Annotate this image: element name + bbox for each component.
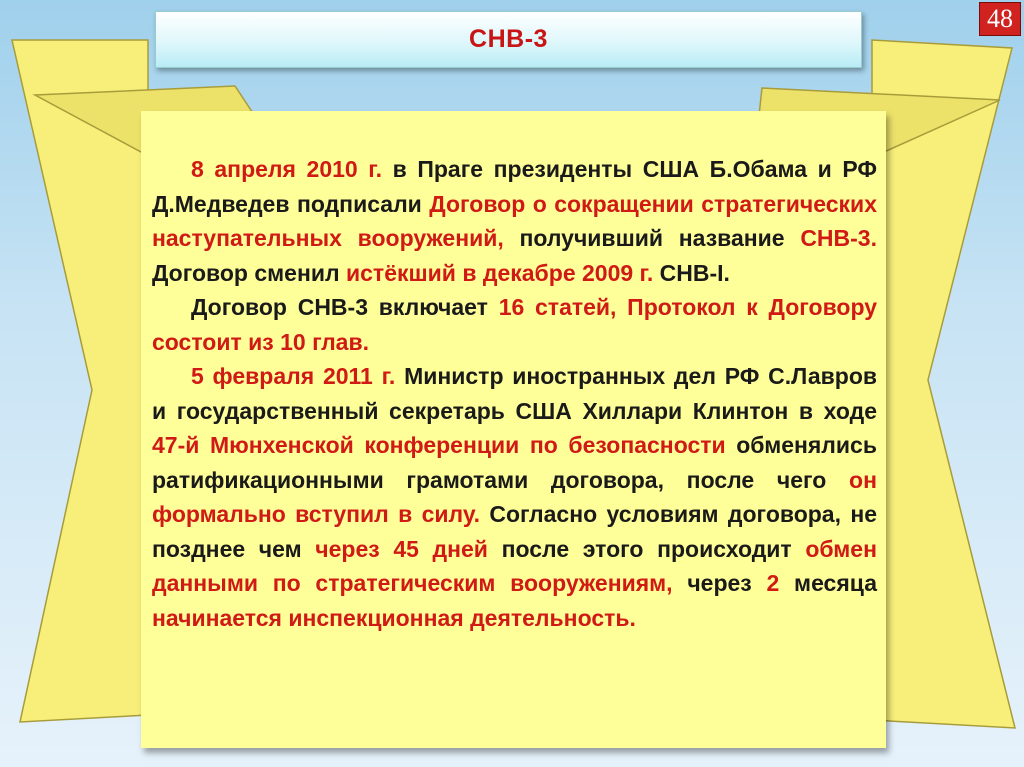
page-number-badge — [979, 2, 1021, 36]
slide-title: СНВ-3 — [469, 25, 548, 53]
text-fragment: после этого происходит — [487, 535, 806, 562]
text-fragment: обмен данными по стратегическим вооружениям, — [152, 535, 877, 596]
text-fragment: Договор сменил — [152, 259, 346, 286]
text-fragment: начинается инспекционная деятельность. — [152, 604, 636, 631]
paragraph-treaty-signing — [152, 152, 877, 290]
text-fragment: СНВ-3. — [800, 225, 877, 251]
text-fragment: 16 статей, Протокол к Договору состоит из 10 глав. — [152, 294, 877, 355]
text-fragment: 47-й Мюнхенской конференции по безопасности — [152, 432, 726, 458]
page-number: 48 — [987, 4, 1013, 33]
text-fragment: СНВ-I. — [653, 259, 730, 286]
text-fragment: получивший название — [503, 225, 801, 251]
text-fragment: через 45 дней — [315, 535, 488, 562]
text-fragment: Договор СНВ-3 включает — [191, 294, 499, 320]
text-fragment: он формально вступил в силу. — [152, 466, 877, 527]
paragraph-treaty-structure — [152, 290, 877, 359]
text-fragment: Министр иностранных дел РФ С.Лавров и государственный секретарь США Хиллари Клинтон в ходе — [152, 363, 878, 424]
paragraph-ratification — [152, 359, 877, 635]
title-banner — [155, 11, 862, 68]
text-fragment: Согласно условиям договора, не позднее чем — [152, 501, 878, 562]
text-fragment: 2 — [766, 570, 780, 596]
text-fragment: 5 февраля 2011 г. — [191, 363, 396, 389]
text-fragment: обменялись ратификационными грамотами договора, после чего — [152, 432, 877, 493]
text-fragment: истёкший в декабре 2009 г. — [346, 259, 654, 286]
slide-body-text — [152, 152, 877, 635]
text-fragment: месяца — [779, 570, 877, 596]
text-fragment: через — [672, 570, 767, 596]
text-fragment: Договор о сокращении стратегических наступательных вооружений, — [152, 190, 877, 251]
text-fragment: в Праге президенты США Б.Обама и РФ Д.Медведев подписали — [152, 156, 877, 217]
text-fragment: 8 апреля 2010 г. — [191, 156, 382, 182]
